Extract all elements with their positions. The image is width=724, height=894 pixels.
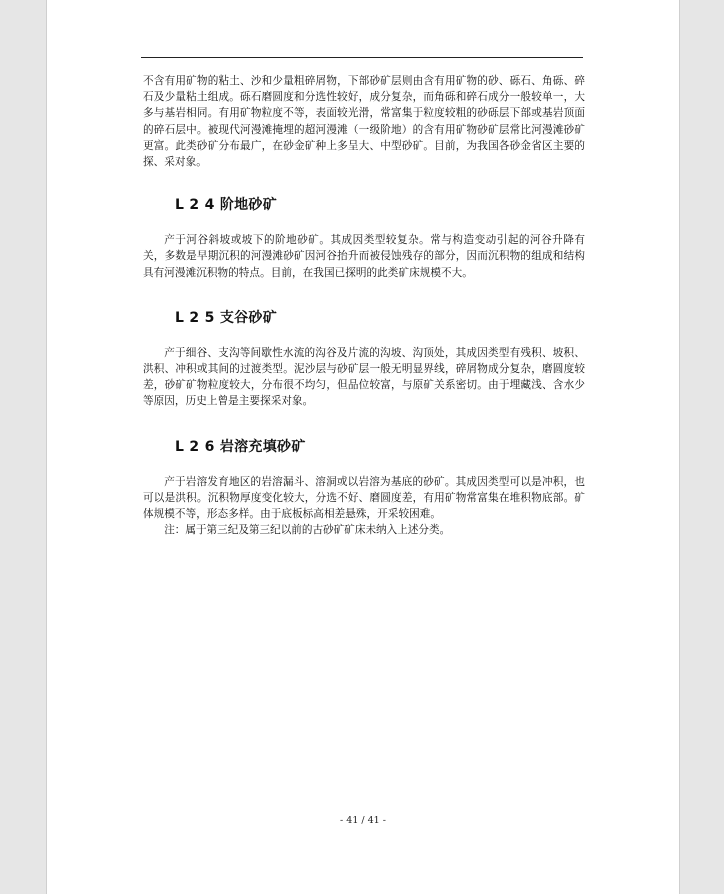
section-heading-l24: L 2 4 阶地砂矿 bbox=[175, 197, 278, 214]
section-paragraph-l26: 产于岩溶发育地区的岩溶漏斗、溶洞或以岩溶为基底的砂矿。其成因类型可以是冲积，也可以是洪积。沉积物厚度变化较大，分选不好、磨圆度差，有用矿物常富集在堆积物底部。矿体规模不等，形态多样。由于底板标高相差悬殊，开采较困难。 bbox=[143, 475, 585, 521]
note-paragraph: 注：属于第三纪及第三纪以前的古砂矿矿床未纳入上述分类。 bbox=[164, 524, 451, 537]
header-rule bbox=[141, 57, 583, 58]
section-paragraph-l24: 产于河谷斜坡或坡下的阶地砂矿。其成因类型较复杂。常与构造变动引起的河谷升降有关，多数是早期沉积的河漫滩砂矿因河谷抬升而被侵蚀残存的部分，因而沉积物的组成和结构具有河漫滩沉积物的特点。目前，在我国已探明的此类矿床规模不大。 bbox=[143, 234, 585, 279]
section-heading-l26: L 2 6 岩溶充填砂矿 bbox=[175, 438, 306, 455]
intro-paragraph: 不含有用矿物的粘土、沙和少量粗碎屑物，下部砂矿层则由含有用矿物的砂、砾石、角砾、碎石及少量粘土组成。砾石磨圆度和分选性较好，成分复杂，而角砾和碎石成分一般较单一，大多与基岩相同。有用矿物粒度不等，表面较光滑，常富集于粒度较粗的砂砾层下部或基岩顶面的碎石层中。被现代河漫滩掩埋的超河漫滩（一级阶地）的含有用矿物砂矿层常比河漫滩砂矿更富。此类砂矿分布最广，在砂金矿种上多呈大、中型砂矿。目前，为我国各砂金省区主要的探、采对象。 bbox=[143, 75, 585, 169]
section-heading-l25: L 2 5 支谷砂矿 bbox=[175, 309, 278, 326]
page-content bbox=[143, 73, 585, 538]
document-page bbox=[46, 0, 680, 894]
page-number: - 41 / 41 - bbox=[340, 815, 386, 826]
section-paragraph-l25: 产于细谷、支沟等间歇性水流的沟谷及片流的沟坡、沟顶处，其成因类型有残积、坡积、洪积、冲积或其间的过渡类型。泥沙层与砂矿层一般无明显界线，碎屑物成分复杂，磨圆度较差，砂矿矿物粒度较大，分布很不均匀，但品位较富，与原矿关系密切。由于埋藏浅、含水少等原因，历史上曾是主要探采对象。 bbox=[143, 346, 585, 408]
